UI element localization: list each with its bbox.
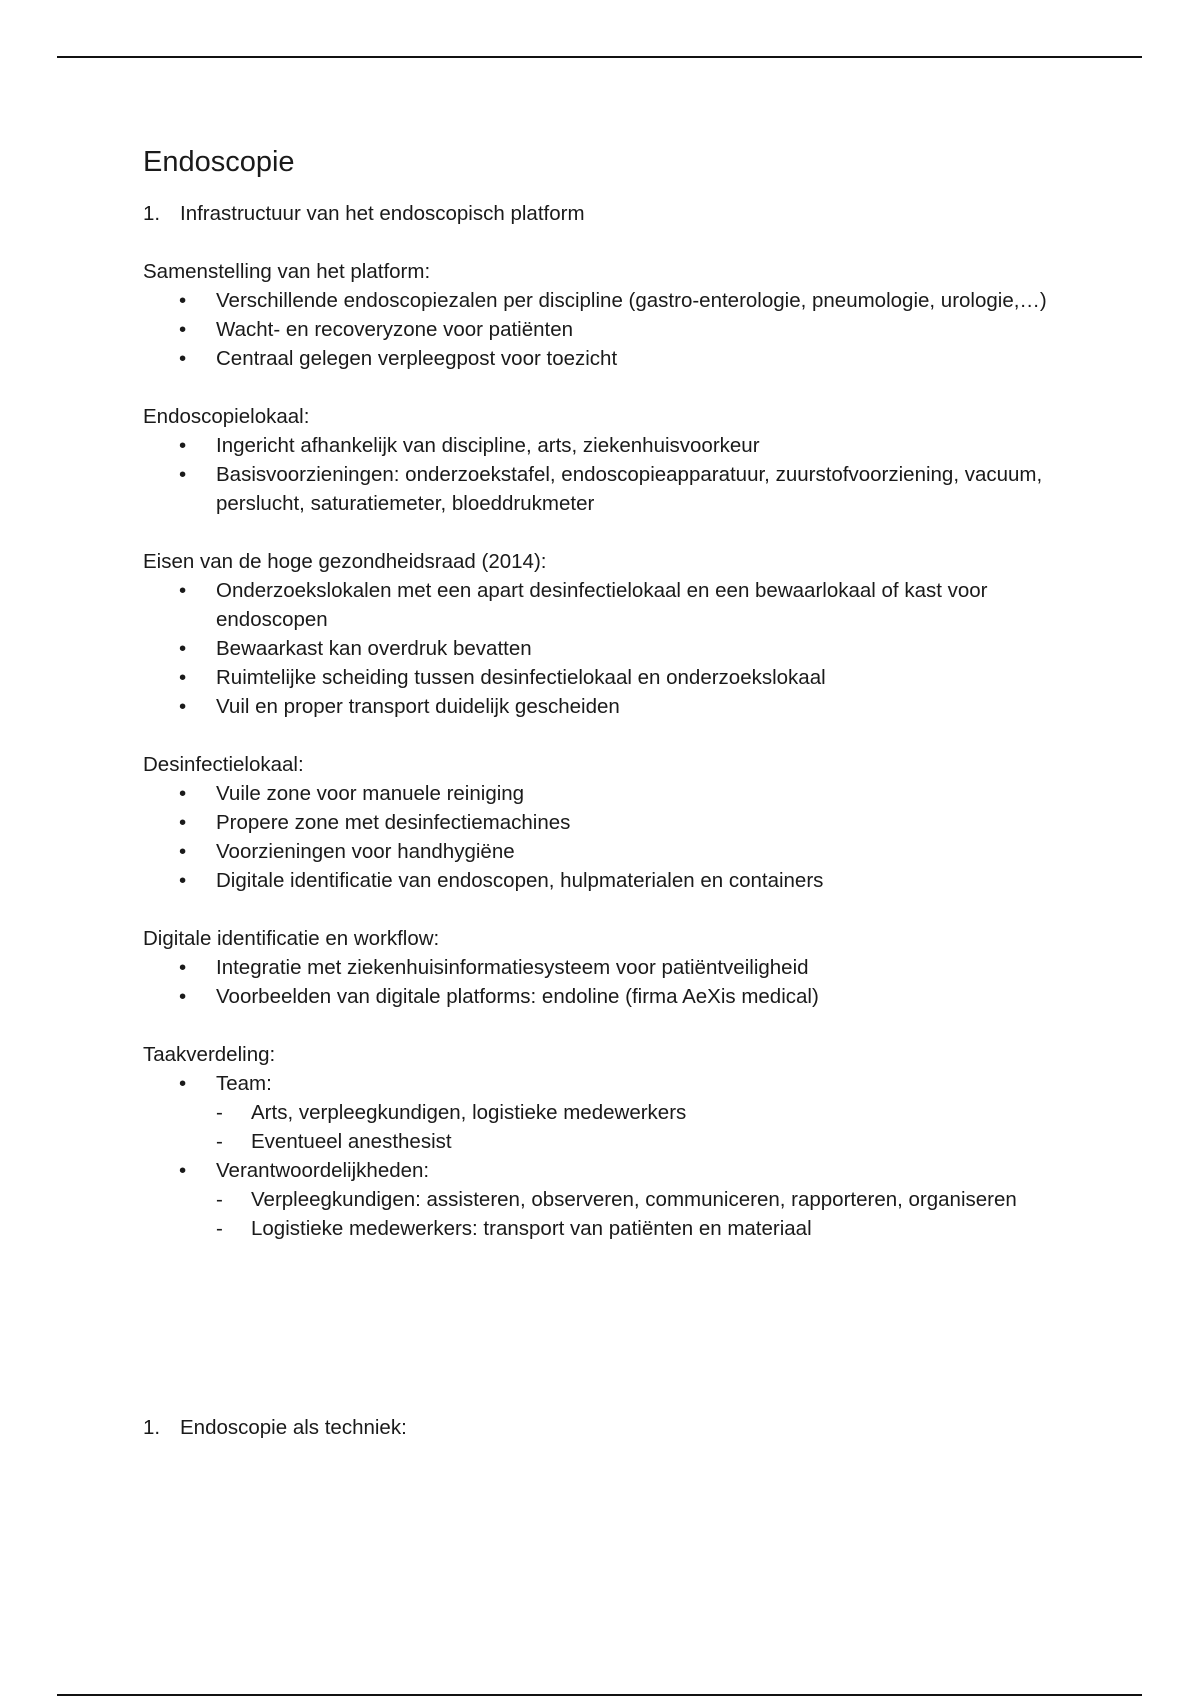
- bullet-list-digitale-identificatie: [143, 953, 1063, 1011]
- bullet-icon: •: [179, 666, 187, 689]
- bullet-icon: •: [179, 985, 187, 1008]
- bullet-icon: •: [179, 695, 187, 718]
- bullet-icon: •: [179, 289, 187, 312]
- bullet-list-endoscopielokaal: [143, 431, 1063, 518]
- document-body: [143, 142, 1063, 1442]
- bullet-list-samenstelling: [143, 286, 1063, 373]
- section-number: 1.: [143, 202, 161, 225]
- list-item-team: • Team: - Arts, verpleegkundigen, logistieke medewerkers - Eventueel anesthesist: [143, 1069, 1063, 1156]
- list-item: • Wacht- en recoveryzone voor patiënten: [143, 315, 1063, 344]
- list-item-verantwoordelijkheden: • Verantwoordelijkheden: - Verpleegkundigen: assisteren, observeren, communiceren, rapporteren, organiseren - Logistieke medewerkers: transport van patiënten en materiaal: [143, 1156, 1063, 1243]
- section-label: Infrastructuur van het endoscopisch platform: [180, 202, 585, 225]
- bullet-list-taakverdeling: [143, 1069, 1063, 1243]
- list-item: • Verschillende endoscopiezalen per discipline (gastro-enterologie, pneumologie, urologie,…): [143, 286, 1063, 315]
- bullet-icon: •: [179, 1072, 187, 1095]
- list-item: • Integratie met ziekenhuisinformatiesysteem voor patiëntveiligheid: [143, 953, 1063, 982]
- bullet-icon: •: [179, 347, 187, 370]
- subheading-samenstelling: Samenstelling van het platform:: [143, 260, 431, 283]
- subheading-taakverdeling: Taakverdeling:: [143, 1043, 276, 1066]
- section-heading-techniek: [143, 1413, 1063, 1442]
- list-item: - Eventueel anesthesist: [216, 1127, 1063, 1156]
- bullet-icon: •: [179, 869, 187, 892]
- subheading-digitale-identificatie: Digitale identificatie en workflow:: [143, 927, 440, 950]
- section-label: Endoscopie als techniek:: [180, 1416, 407, 1439]
- list-item: - Logistieke medewerkers: transport van patiënten en materiaal: [216, 1214, 1063, 1243]
- dash-icon: -: [216, 1101, 223, 1124]
- list-item: • Ruimtelijke scheiding tussen desinfectielokaal en onderzoekslokaal: [143, 663, 1063, 692]
- section-number: 1.: [143, 1416, 161, 1439]
- bullet-icon: •: [179, 956, 187, 979]
- list-item: • Onderzoekslokalen met een apart desinfectielokaal en een bewaarlokaal of kast voor endoscopen: [143, 576, 1063, 634]
- list-item: • Voorzieningen voor handhygiëne: [143, 837, 1063, 866]
- list-item: • Vuil en proper transport duidelijk gescheiden: [143, 692, 1063, 721]
- list-item: • Ingericht afhankelijk van discipline, arts, ziekenhuisvoorkeur: [143, 431, 1063, 460]
- bullet-icon: •: [179, 1159, 187, 1182]
- dash-list-team: [216, 1098, 1063, 1156]
- list-item: • Digitale identificatie van endoscopen, hulpmaterialen en containers: [143, 866, 1063, 895]
- list-item: • Centraal gelegen verpleegpost voor toezicht: [143, 344, 1063, 373]
- dash-icon: -: [216, 1130, 223, 1153]
- section-heading-infrastructure: [143, 199, 1063, 228]
- dash-list-verantwoordelijkheden: [216, 1185, 1063, 1243]
- list-item: - Verpleegkundigen: assisteren, observeren, communiceren, rapporteren, organiseren: [216, 1185, 1063, 1214]
- page-title: Endoscopie: [143, 146, 295, 178]
- list-item: • Basisvoorzieningen: onderzoekstafel, endoscopieapparatuur, zuurstofvoorziening, vacuum, perslucht, saturatiemeter, bloeddrukmeter: [143, 460, 1063, 518]
- bullet-icon: •: [179, 637, 187, 660]
- bullet-icon: •: [179, 434, 187, 457]
- list-item: • Propere zone met desinfectiemachines: [143, 808, 1063, 837]
- bullet-icon: •: [179, 579, 187, 602]
- list-item: - Arts, verpleegkundigen, logistieke medewerkers: [216, 1098, 1063, 1127]
- header-rule: [57, 56, 1142, 58]
- bullet-icon: •: [179, 811, 187, 834]
- footer-rule: [57, 1694, 1142, 1696]
- bullet-icon: •: [179, 782, 187, 805]
- dash-icon: -: [216, 1217, 223, 1240]
- list-item: • Vuile zone voor manuele reiniging: [143, 779, 1063, 808]
- bullet-icon: •: [179, 318, 187, 341]
- list-item: • Voorbeelden van digitale platforms: endoline (firma AeXis medical): [143, 982, 1063, 1011]
- bullet-list-eisen: [143, 576, 1063, 721]
- bullet-icon: •: [179, 463, 187, 486]
- bullet-icon: •: [179, 840, 187, 863]
- bullet-list-desinfectielokaal: [143, 779, 1063, 895]
- subheading-endoscopielokaal: Endoscopielokaal:: [143, 405, 310, 428]
- subheading-eisen: Eisen van de hoge gezondheidsraad (2014):: [143, 550, 547, 573]
- dash-icon: -: [216, 1188, 223, 1211]
- subheading-desinfectielokaal: Desinfectielokaal:: [143, 753, 304, 776]
- list-item: • Bewaarkast kan overdruk bevatten: [143, 634, 1063, 663]
